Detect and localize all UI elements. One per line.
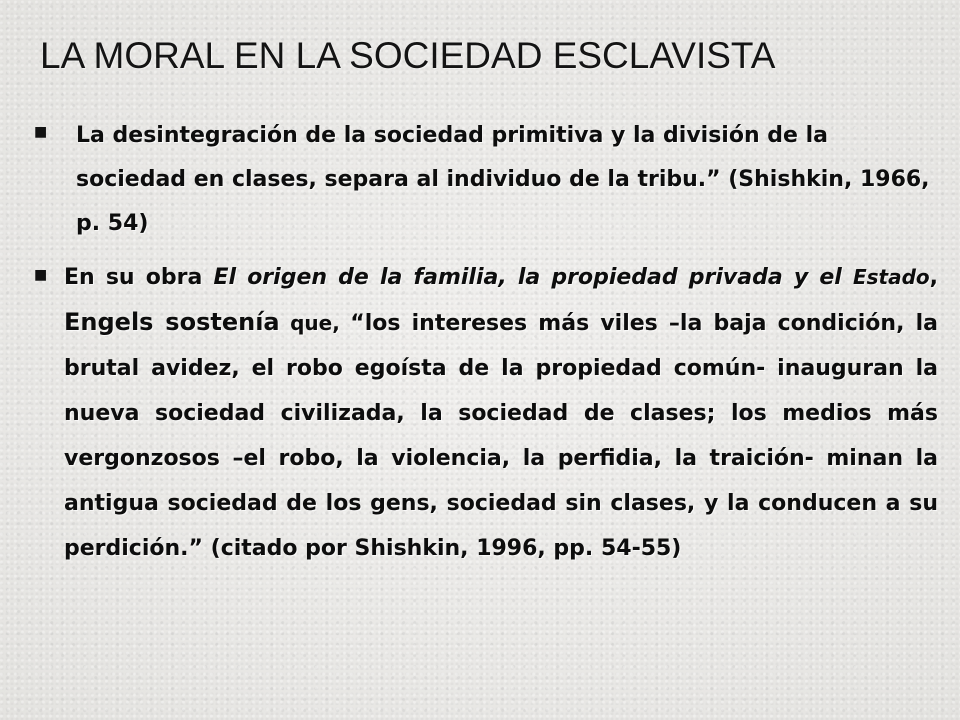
book-title-part1: El origen de la familia, la propiedad privada y el (213, 265, 853, 290)
square-bullet-icon: ■ (34, 124, 48, 140)
que-text: que, (279, 311, 351, 335)
intro-text: En su obra (64, 265, 214, 290)
book-title-part2: Estado (852, 265, 930, 289)
comma-text: , (929, 265, 939, 290)
quote-text: “los intereses más viles –la baja condición, la brutal avidez, el robo egoísta de la propiedad común- inauguran la nueva sociedad civilizada, la sociedad de clases; los medios más vergonzosos –el robo, la violencia, la perfidia, la traición- minan la antigua sociedad de los gens, sociedad sin clases, y la conducen a su perdición.” (citado por Shishkin, 1996, pp. 54-55) (64, 311, 938, 561)
square-bullet-icon: ■ (34, 267, 48, 283)
bullet-paragraph-1: La desintegración de la sociedad primitiva y la división de la sociedad en clases, separa al individuo de la tribu.” (Shishkin, 1966, p. 54) (76, 123, 930, 236)
engels-text: Engels sostenía (64, 308, 280, 336)
bullet-paragraph-2 (64, 255, 938, 571)
slide-title: LA MORAL EN LA SOCIEDAD ESCLAVISTA (40, 35, 776, 76)
